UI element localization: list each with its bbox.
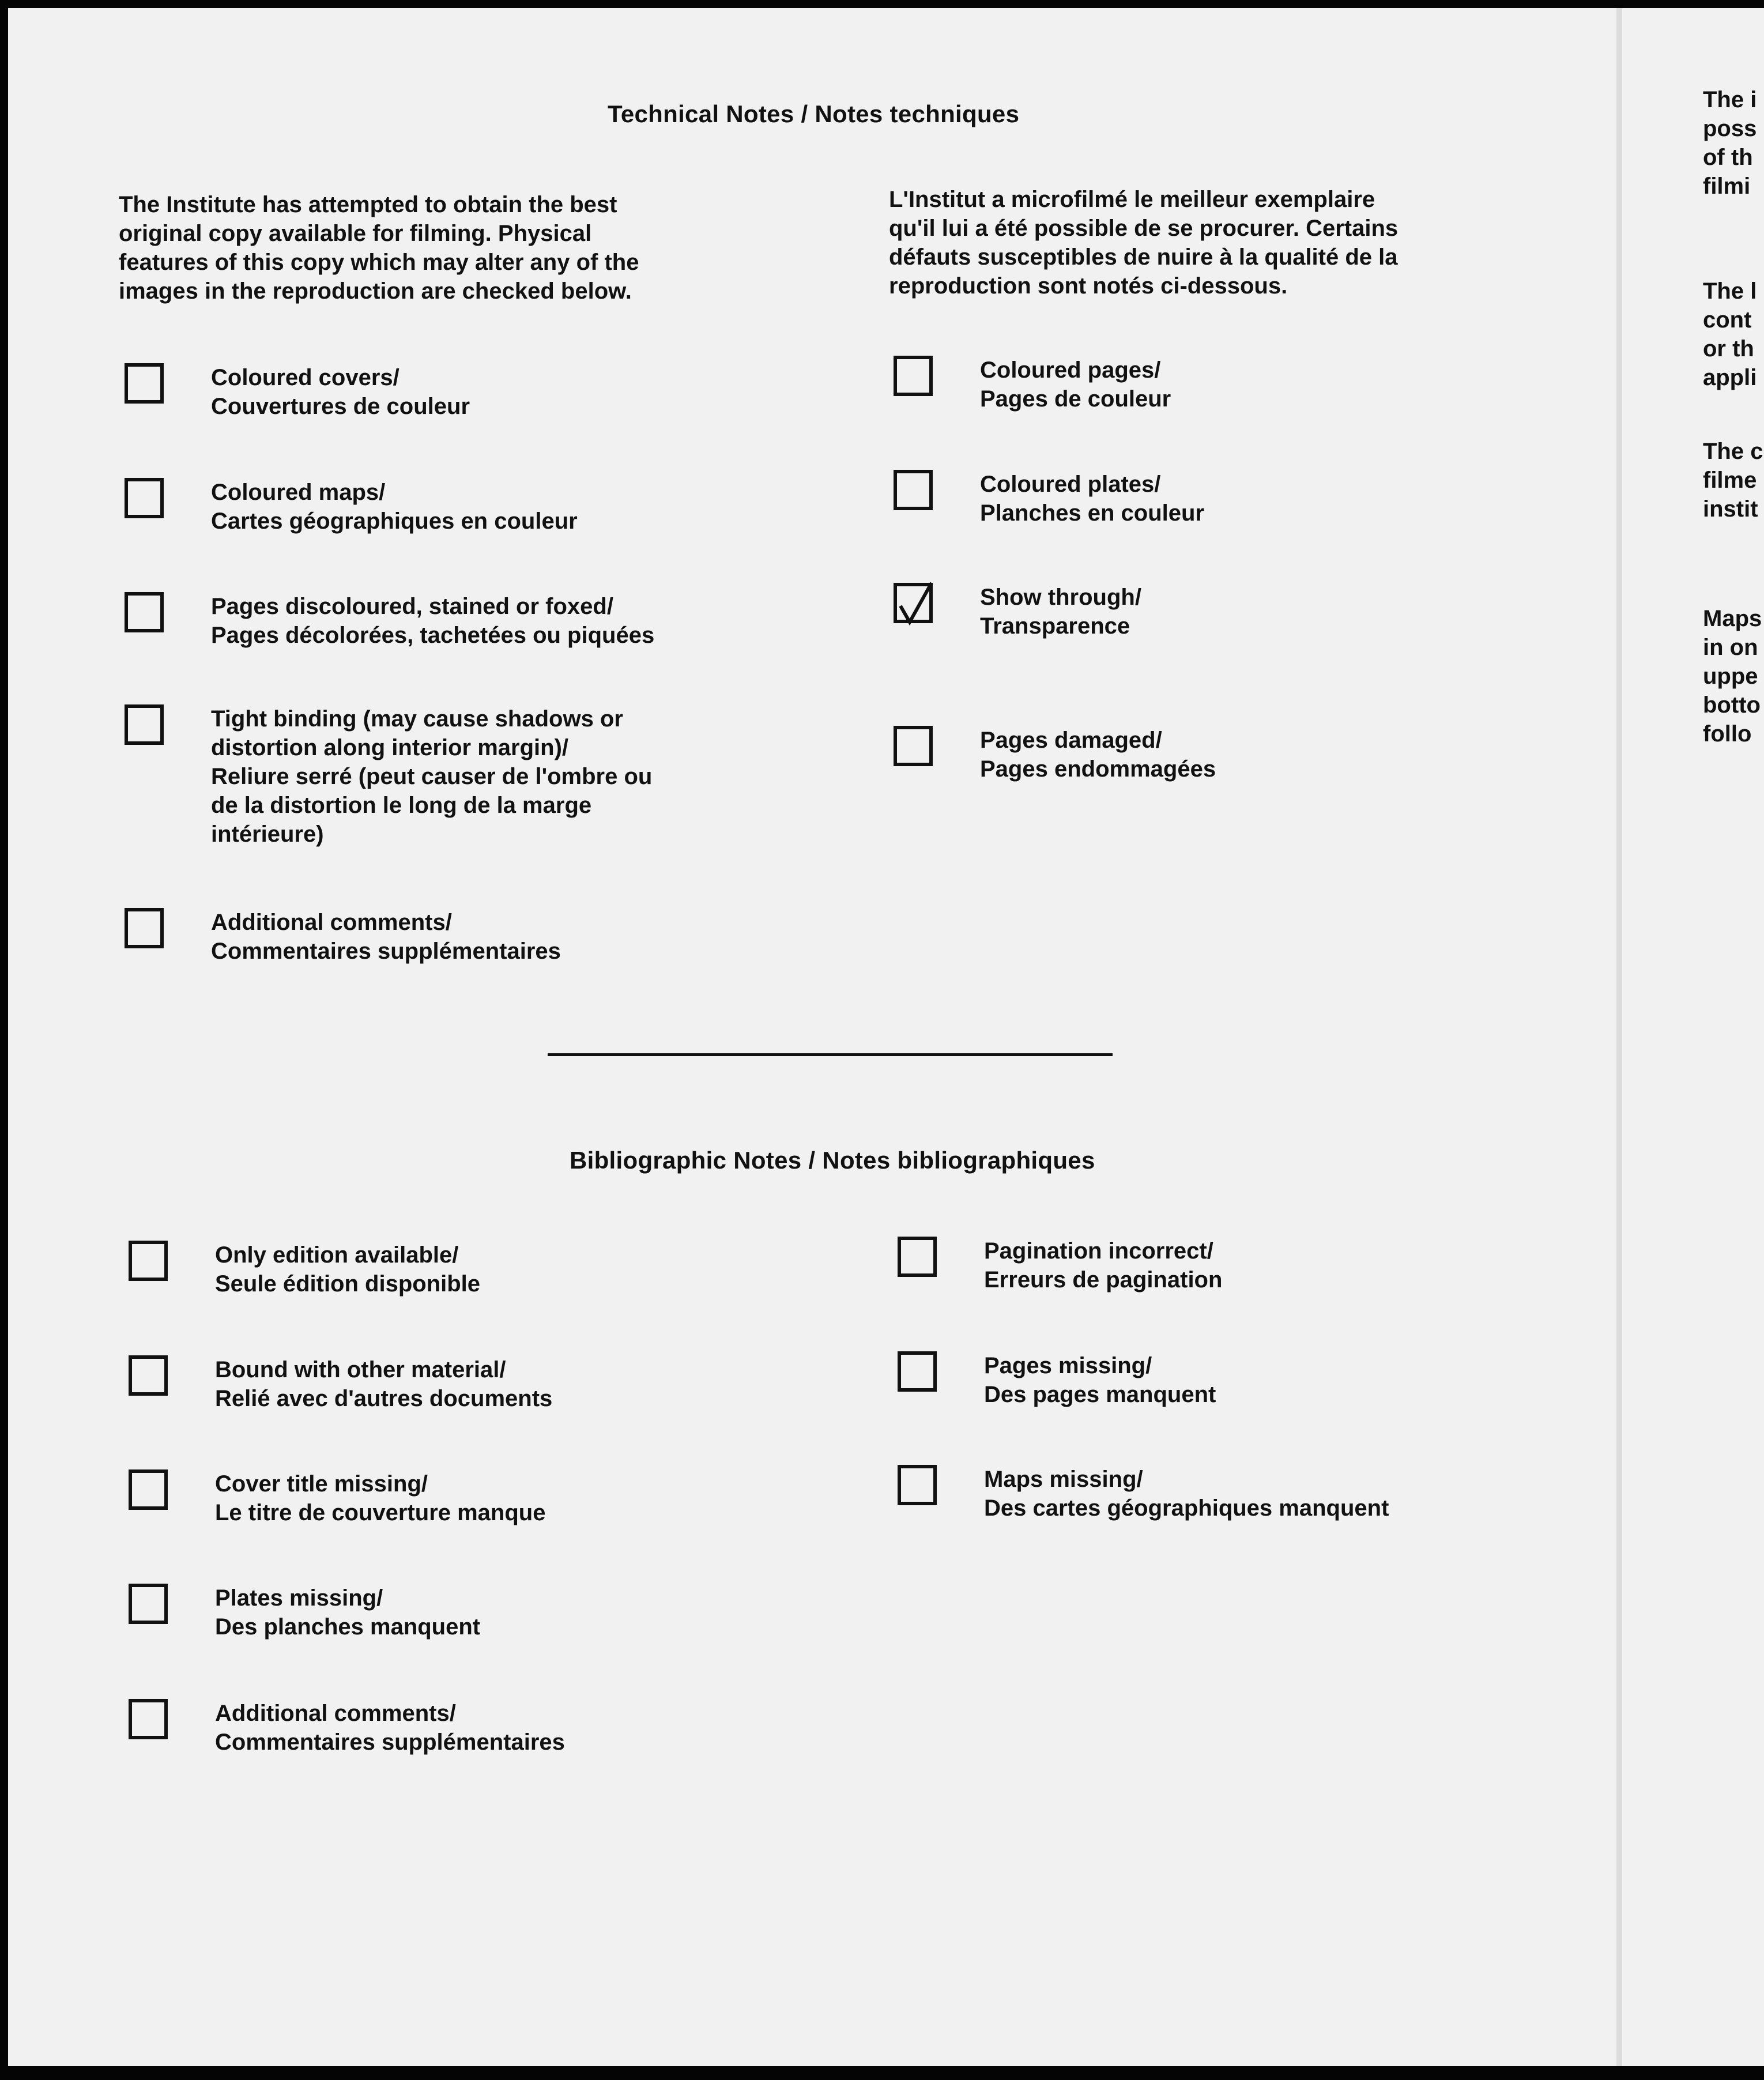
checklist-label: [980, 356, 1556, 413]
checklist-label: [211, 478, 787, 536]
checklist-label: [211, 592, 787, 650]
checklist-label: [215, 1469, 791, 1527]
scanned-page: [8, 8, 1764, 2066]
checklist-label: [980, 726, 1556, 783]
checklist-label: [984, 1465, 1561, 1523]
label-en: Pages discoloured, stained or foxed/: [211, 594, 613, 619]
checkmark-icon: [897, 581, 935, 627]
checklist-label: [984, 1237, 1561, 1294]
fragment-line: or th: [1703, 336, 1754, 361]
label-en: Coloured pages/: [980, 357, 1161, 383]
checkbox[interactable]: [129, 1469, 168, 1510]
fragment-line: filme: [1703, 468, 1757, 493]
label-line: intérieure): [211, 822, 324, 847]
checkbox[interactable]: [894, 726, 933, 766]
checklist-label: [215, 1355, 791, 1413]
label-fr: Erreurs de pagination: [984, 1267, 1223, 1293]
label-en: Additional comments/: [215, 1701, 456, 1726]
fragment-line: filmi: [1703, 174, 1751, 199]
label-en: Pages damaged/: [980, 728, 1162, 753]
fragment-line: The c: [1703, 439, 1763, 464]
label-en: Pagination incorrect/: [984, 1238, 1213, 1264]
label-fr: Commentaires supplémentaires: [211, 939, 561, 964]
label-fr: Pages décolorées, tachetées ou piquées: [211, 623, 655, 648]
fragment-paragraph: [1703, 437, 1764, 523]
fragment-line: follo: [1703, 721, 1752, 747]
checkbox[interactable]: [125, 478, 164, 518]
checkbox[interactable]: [129, 1355, 168, 1396]
checkbox[interactable]: [898, 1351, 937, 1392]
label-en: Bound with other material/: [215, 1357, 506, 1382]
page-edge-divider: [1616, 8, 1622, 2066]
label-fr: Pages endommagées: [980, 756, 1216, 782]
fragment-line: cont: [1703, 307, 1752, 333]
checkbox[interactable]: [894, 470, 933, 510]
fragment-line: The i: [1703, 87, 1757, 112]
checklist-label: [215, 1699, 791, 1757]
label-line: de la distortion le long de la marge: [211, 793, 592, 818]
checkbox[interactable]: [129, 1241, 168, 1281]
fragment-line: poss: [1703, 116, 1757, 141]
checklist-label: [980, 583, 1556, 640]
label-fr: Le titre de couverture manque: [215, 1500, 546, 1525]
checklist-label: [984, 1351, 1561, 1409]
checkbox[interactable]: [125, 704, 164, 745]
label-fr: Couvertures de couleur: [211, 394, 470, 419]
label-fr: Relié avec d'autres documents: [215, 1386, 553, 1411]
checkbox[interactable]: [125, 592, 164, 632]
label-line: Reliure serré (peut causer de l'ombre ou: [211, 764, 653, 789]
fragment-line: botto: [1703, 692, 1761, 718]
checkbox[interactable]: [898, 1237, 937, 1277]
label-fr: Des cartes géographiques manquent: [984, 1495, 1389, 1521]
label-fr: Commentaires supplémentaires: [215, 1729, 565, 1755]
checklist-label: [211, 908, 787, 966]
label-en: Pages missing/: [984, 1353, 1152, 1378]
label-en: Coloured plates/: [980, 472, 1161, 497]
checklist-label: [980, 470, 1556, 527]
checklist-label: [211, 363, 787, 421]
label-en: Additional comments/: [211, 910, 452, 935]
label-en: Plates missing/: [215, 1585, 383, 1611]
checkbox[interactable]: [125, 908, 164, 948]
technical-intro-fr: L'Institut a microfilmé le meilleur exemplaire qu'il lui a été possible de se procurer. Certains défauts susceptibles de nuire à la qualité de la reproduction sont notés ci-dessous.: [889, 187, 1399, 299]
bibliographic-notes-title: Bibliographic Notes / Notes bibliographiques: [570, 1147, 1095, 1174]
checkbox[interactable]: [129, 1699, 168, 1739]
checkbox[interactable]: [125, 363, 164, 404]
checklist-label: [211, 704, 787, 849]
checkbox[interactable]: [898, 1465, 937, 1505]
checkbox[interactable]: [894, 356, 933, 396]
fragment-paragraph: [1703, 277, 1764, 392]
fragment-line: in on: [1703, 635, 1758, 660]
label-en: Maps missing/: [984, 1467, 1143, 1492]
fragment-paragraph: [1703, 85, 1764, 201]
checklist-label: [215, 1241, 791, 1298]
fragment-line: uppe: [1703, 664, 1758, 689]
label-line: Tight binding (may cause shadows or: [211, 706, 623, 732]
checklist-label: [215, 1584, 791, 1641]
label-line: distortion along interior margin)/: [211, 735, 568, 760]
label-en: Cover title missing/: [215, 1471, 428, 1497]
label-en: Show through/: [980, 585, 1141, 610]
label-en: Coloured maps/: [211, 480, 386, 505]
label-en: Only edition available/: [215, 1242, 459, 1268]
label-fr: Des pages manquent: [984, 1382, 1216, 1407]
label-fr: Des planches manquent: [215, 1614, 481, 1640]
label-fr: Planches en couleur: [980, 500, 1205, 526]
fragment-line: Maps: [1703, 606, 1762, 631]
technical-intro-en: The Institute has attempted to obtain the best original copy available for filming. Physical features of this copy which may alter any of the images in the reproduction are checked below.: [119, 192, 639, 304]
label-en: Coloured covers/: [211, 365, 399, 390]
checkbox[interactable]: [129, 1584, 168, 1624]
fragment-line: appli: [1703, 365, 1757, 390]
fragment-line: The l: [1703, 278, 1757, 304]
label-fr: Transparence: [980, 613, 1130, 639]
fragment-line: instit: [1703, 496, 1758, 522]
section-divider-line: [548, 1053, 1113, 1056]
label-fr: Cartes géographiques en couleur: [211, 508, 578, 534]
fragment-line: of th: [1703, 145, 1753, 170]
technical-notes-title: Technical Notes / Notes techniques: [608, 100, 1020, 127]
label-fr: Pages de couleur: [980, 386, 1171, 412]
fragment-paragraph: [1703, 604, 1764, 748]
label-fr: Seule édition disponible: [215, 1271, 481, 1297]
